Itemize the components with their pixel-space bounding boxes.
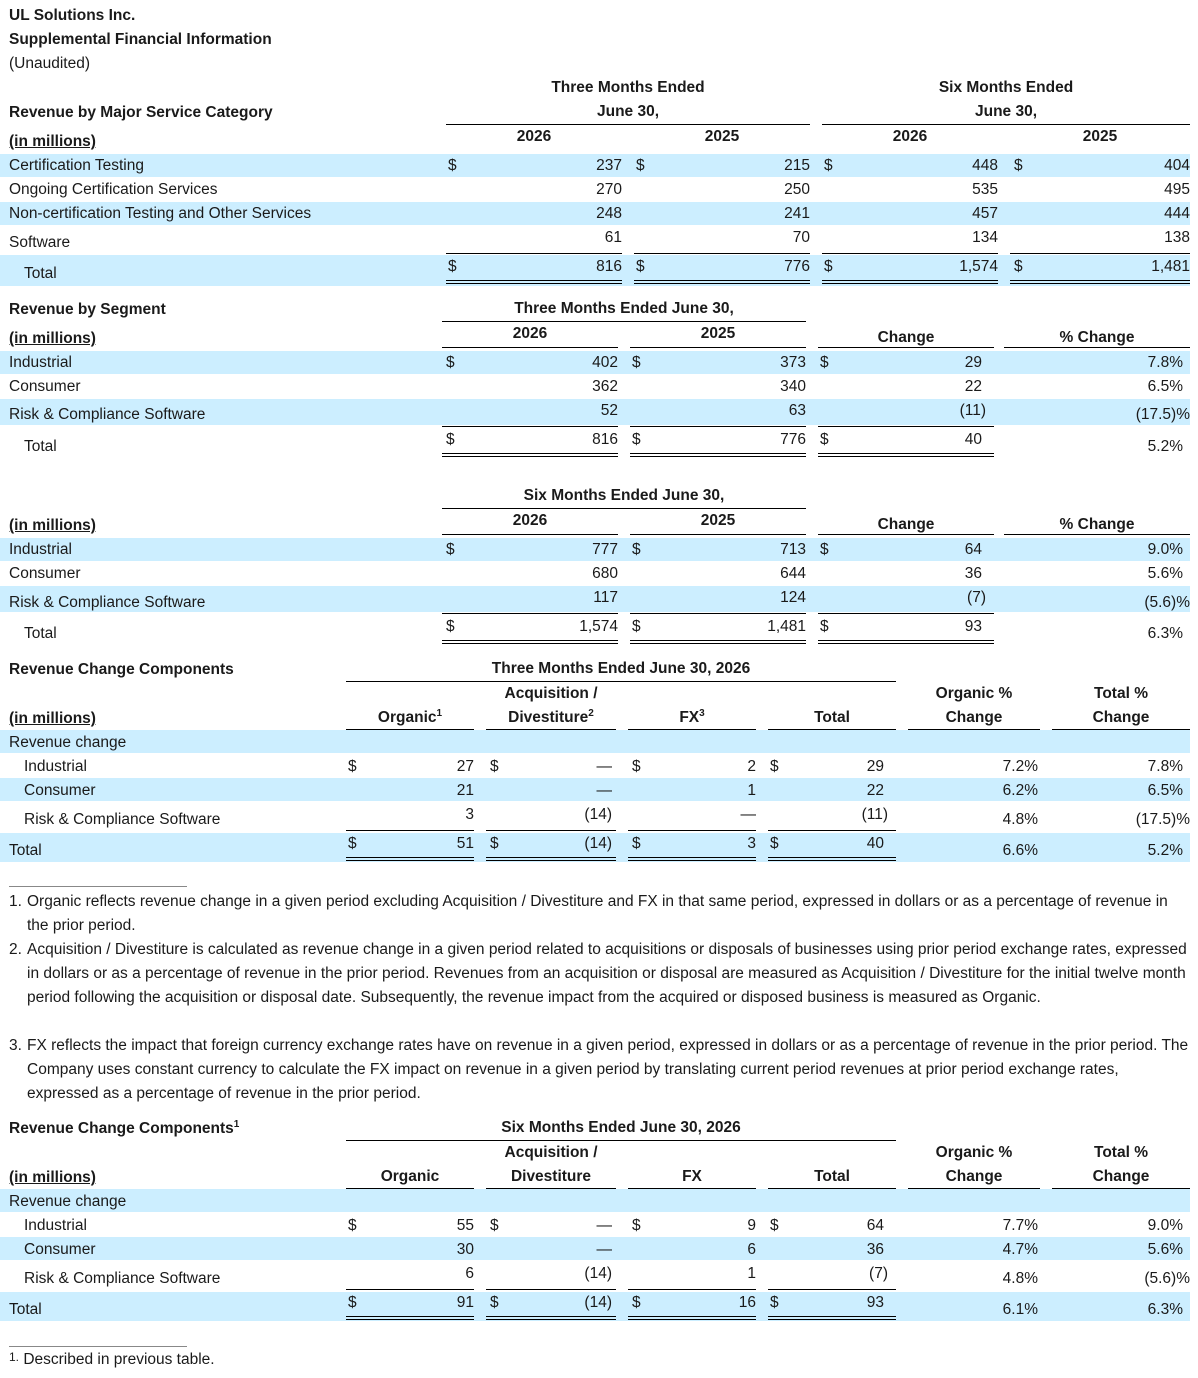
t4-cell: (11)	[861, 806, 888, 823]
unaudited-note: (Unaudited)	[9, 55, 90, 72]
t1-total-cell: 816	[596, 258, 622, 275]
t4-cell: 2	[747, 758, 756, 775]
currency-sign: $	[632, 541, 641, 558]
t2-total-label: Total	[24, 438, 57, 455]
t5-total-label: Total	[9, 1301, 42, 1318]
t1-cell: 61	[604, 229, 622, 246]
footnote-2	[9, 938, 1191, 1010]
t2-cell: 6.5%	[1147, 378, 1183, 395]
t1-cell: 237	[596, 157, 622, 174]
t5-total-header: Total	[814, 1168, 850, 1185]
t3-group-title: Six Months Ended June 30,	[523, 487, 725, 504]
t2-total-cell: 5.2%	[1147, 438, 1183, 455]
t2-total-cell: 816	[592, 431, 618, 448]
t1-units: (in millions)	[9, 133, 96, 150]
currency-sign: $	[448, 258, 457, 275]
t1-year-col2: 2025	[704, 128, 740, 145]
currency-sign: $	[348, 758, 357, 775]
currency-sign: $	[632, 618, 641, 635]
t1-group1-title: Three Months Ended	[551, 79, 705, 96]
footnote-number: 1.	[9, 893, 22, 910]
t3-cell: 644	[780, 565, 806, 582]
t4-cell: (14)	[584, 806, 612, 823]
t2-total-cell: 40	[964, 431, 982, 448]
t4-units: (in millions)	[9, 710, 96, 727]
currency-sign: $	[636, 258, 645, 275]
t5-total-cell: (14)	[584, 1294, 612, 1311]
t4-cell: 7.8%	[1147, 758, 1183, 775]
t3-row-label: Consumer	[9, 565, 81, 582]
t4-acq-header-line1: Acquisition /	[504, 685, 598, 702]
t1-row-label: Ongoing Certification Services	[9, 181, 218, 198]
currency-sign: $	[448, 157, 457, 174]
t3-cell: (5.6)%	[1144, 594, 1190, 611]
currency-sign: $	[824, 157, 833, 174]
t3-cell: 5.6%	[1147, 565, 1183, 582]
t1-total-cell: 776	[784, 258, 810, 275]
t2-total-cell: 776	[780, 431, 806, 448]
t5-total-cell: 16	[738, 1294, 756, 1311]
t5-cell: 7.7%	[1002, 1217, 1038, 1234]
t2-cell: 7.8%	[1147, 354, 1183, 371]
t5-total-cell: 91	[456, 1294, 474, 1311]
t1-group2-title: Six Months Ended	[938, 79, 1074, 96]
t5-total-cell: 6.3%	[1147, 1301, 1183, 1318]
currency-sign: $	[770, 1294, 779, 1311]
t4-cell: (17.5)%	[1135, 811, 1190, 828]
t5-section-label: Revenue change	[9, 1193, 127, 1210]
t4-total-header: Total	[814, 709, 850, 726]
t1-cell: 215	[784, 157, 810, 174]
currency-sign: $	[348, 1294, 357, 1311]
t5-org-pct-header-line1: Organic %	[935, 1144, 1013, 1161]
t1-cell: 448	[972, 157, 998, 174]
t3-cell: 64	[964, 541, 982, 558]
currency-sign: $	[446, 618, 455, 635]
document-title: Supplemental Financial Information	[9, 31, 272, 48]
t4-cell: 1	[747, 782, 756, 799]
t4-cell: 27	[456, 758, 474, 775]
t3-total-cell: 6.3%	[1147, 625, 1183, 642]
currency-sign: $	[770, 1217, 779, 1234]
t5-title	[9, 1119, 239, 1139]
t5-group-title: Six Months Ended June 30, 2026	[501, 1119, 741, 1136]
footnote-number: 2.	[9, 941, 22, 958]
currency-sign: $	[820, 431, 829, 448]
t4-total-cell: 6.6%	[1002, 842, 1038, 859]
footnote-text: Organic reflects revenue change in a given period excluding Acquisition / Divestiture and FX in that same period, expressed in dollars or as a percentage of revenue in the prior period.	[27, 893, 1168, 934]
t2-cell: 402	[592, 354, 618, 371]
t2-cell: 52	[600, 402, 618, 419]
t1-cell: 250	[784, 181, 810, 198]
t1-cell: 270	[596, 181, 622, 198]
t4-acq-header-line2	[486, 708, 616, 728]
t4-fx-sup: 3	[699, 708, 705, 719]
t4-cell: 29	[866, 758, 884, 775]
t5-cell: 6	[465, 1265, 474, 1282]
footnote-number: 1.	[9, 1350, 20, 1364]
currency-sign: $	[1014, 157, 1023, 174]
currency-sign: $	[632, 354, 641, 371]
t5-row-label: Industrial	[24, 1217, 87, 1234]
t4-cell: —	[596, 758, 612, 775]
t1-group2-date: June 30,	[974, 103, 1038, 120]
t3-cell: 713	[780, 541, 806, 558]
t2-cell: 340	[780, 378, 806, 395]
t3-cell: 124	[780, 589, 806, 606]
t2-row-label: Consumer	[9, 378, 81, 395]
t4-organic-header-text: Organic	[377, 709, 437, 726]
t1-cell: 404	[1164, 157, 1190, 174]
t3-total-cell: 1,574	[579, 618, 618, 635]
t3-cell: 680	[592, 565, 618, 582]
t3-row-label: Risk & Compliance Software	[9, 594, 206, 611]
t1-total-cell: 1,574	[959, 258, 998, 275]
currency-sign: $	[348, 1217, 357, 1234]
currency-sign: $	[446, 431, 455, 448]
t4-row-label: Industrial	[24, 758, 87, 775]
t4-total-cell: 51	[456, 835, 474, 852]
t2-cell: 362	[592, 378, 618, 395]
t4-group-title: Three Months Ended June 30, 2026	[491, 660, 751, 677]
t1-row-label: Certification Testing	[9, 157, 144, 174]
t5-cell: 4.8%	[1002, 1270, 1038, 1287]
currency-sign: $	[490, 1294, 499, 1311]
t4-cell: —	[740, 806, 756, 823]
currency-sign: $	[820, 541, 829, 558]
t5-total-cell: 6.1%	[1002, 1301, 1038, 1318]
t5-total-cell: 93	[866, 1294, 884, 1311]
currency-sign: $	[770, 758, 779, 775]
t4-tot-pct-header-line2: Change	[1092, 709, 1150, 726]
t2-pct-change-header: % Change	[1059, 329, 1135, 346]
t1-year-col3: 2026	[892, 128, 928, 145]
t3-pct-change-header: % Change	[1059, 516, 1135, 533]
t5-units: (in millions)	[9, 1169, 96, 1186]
t5-cell: 1	[747, 1265, 756, 1282]
t5-cell: 6	[747, 1241, 756, 1258]
t3-row-label: Industrial	[9, 541, 72, 558]
footnote-last	[9, 1350, 215, 1370]
t4-organic-sup: 1	[436, 708, 443, 719]
t5-cell: (14)	[584, 1265, 612, 1282]
t5-tot-pct-header-line2: Change	[1092, 1168, 1150, 1185]
t3-cell: 777	[592, 541, 618, 558]
company-name: UL Solutions Inc.	[9, 7, 136, 24]
t1-cell: 70	[792, 229, 810, 246]
t5-cell: (5.6)%	[1144, 1270, 1190, 1287]
currency-sign: $	[632, 431, 641, 448]
t1-year-col1: 2026	[516, 128, 552, 145]
currency-sign: $	[490, 758, 499, 775]
currency-sign: $	[348, 835, 357, 852]
t2-row-label: Industrial	[9, 354, 72, 371]
t4-org-pct-header-line1: Organic %	[935, 685, 1013, 702]
t3-change-header: Change	[877, 516, 935, 533]
t2-title: Revenue by Segment	[9, 301, 166, 318]
t3-cell: 9.0%	[1147, 541, 1183, 558]
t5-tot-pct-header-line1: Total %	[1094, 1144, 1148, 1161]
t4-organic-header	[346, 708, 474, 728]
currency-sign: $	[824, 258, 833, 275]
t4-total-cell: 5.2%	[1147, 842, 1183, 859]
t2-change-header: Change	[877, 329, 935, 346]
t3-cell: (7)	[967, 589, 986, 606]
t2-row-label: Risk & Compliance Software	[9, 406, 206, 423]
t4-total-cell: 3	[747, 835, 756, 852]
t2-year-col2: 2025	[700, 325, 736, 342]
t1-cell: 241	[784, 205, 810, 222]
t4-title: Revenue Change Components	[9, 661, 234, 678]
t4-fx-header-text: FX	[679, 709, 700, 726]
footnote-number: 3.	[9, 1037, 22, 1054]
t5-organic-header: Organic	[380, 1168, 440, 1185]
t5-cell: 9.0%	[1147, 1217, 1183, 1234]
t1-total-cell: 1,481	[1151, 258, 1190, 275]
currency-sign: $	[1014, 258, 1023, 275]
t5-row-label: Consumer	[24, 1241, 96, 1258]
t4-cell: 6.2%	[1002, 782, 1038, 799]
currency-sign: $	[632, 835, 641, 852]
t5-cell: 36	[866, 1241, 884, 1258]
t4-row-label: Consumer	[24, 782, 96, 799]
currency-sign: $	[446, 354, 455, 371]
t5-cell: —	[596, 1217, 612, 1234]
t3-total-label: Total	[24, 625, 57, 642]
t5-cell: —	[596, 1241, 612, 1258]
t1-total-label: Total	[24, 265, 57, 282]
t3-year-col2: 2025	[700, 512, 736, 529]
t2-cell: 63	[788, 402, 806, 419]
currency-sign: $	[632, 1217, 641, 1234]
t4-section-label: Revenue change	[9, 734, 127, 751]
currency-sign: $	[632, 1294, 641, 1311]
t5-title-sup: 1	[233, 1119, 240, 1130]
t2-cell: 22	[964, 378, 982, 395]
t1-group1-date: June 30,	[596, 103, 660, 120]
t5-cell: 30	[456, 1241, 474, 1258]
t2-group-title: Three Months Ended June 30,	[514, 300, 734, 317]
t4-total-cell: 40	[866, 835, 884, 852]
t5-org-pct-header-line2: Change	[945, 1168, 1003, 1185]
t4-cell: 7.2%	[1002, 758, 1038, 775]
t5-title-text: Revenue Change Components	[9, 1120, 234, 1137]
t1-title: Revenue by Major Service Category	[9, 104, 273, 121]
t5-cell: 5.6%	[1147, 1241, 1183, 1258]
t2-units: (in millions)	[9, 330, 96, 347]
t5-row-label: Risk & Compliance Software	[24, 1270, 221, 1287]
t2-cell: (11)	[959, 402, 986, 419]
t3-total-cell: 93	[964, 618, 982, 635]
t5-cell: 64	[866, 1217, 884, 1234]
t1-year-col4: 2025	[1082, 128, 1118, 145]
t4-cell: 21	[456, 782, 474, 799]
t2-year-col1: 2026	[512, 325, 548, 342]
t4-cell: 6.5%	[1147, 782, 1183, 799]
t5-acq-header-line1: Acquisition /	[504, 1144, 598, 1161]
t3-cell: 117	[593, 589, 618, 606]
t2-cell: 29	[964, 354, 982, 371]
t1-cell: 134	[972, 229, 998, 246]
t1-row-label: Software	[9, 234, 71, 251]
t1-cell: 248	[596, 205, 622, 222]
t1-cell: 457	[972, 205, 998, 222]
t4-total-label: Total	[9, 842, 42, 859]
t5-cell: 4.7%	[1002, 1241, 1038, 1258]
currency-sign: $	[636, 157, 645, 174]
currency-sign: $	[632, 758, 641, 775]
currency-sign: $	[490, 1217, 499, 1234]
t4-acq-header-text: Divestiture	[508, 709, 589, 726]
footnote-3	[9, 1034, 1191, 1106]
t1-cell: 138	[1164, 229, 1190, 246]
t4-row-label: Risk & Compliance Software	[24, 811, 221, 828]
t3-total-cell: 1,481	[767, 618, 806, 635]
t5-acq-header-line2: Divestiture	[510, 1168, 592, 1185]
t5-fx-header: FX	[682, 1168, 702, 1185]
currency-sign: $	[820, 354, 829, 371]
t4-org-pct-header-line2: Change	[945, 709, 1003, 726]
t5-cell: 55	[456, 1217, 474, 1234]
t5-cell: (7)	[869, 1265, 888, 1282]
t1-row-label: Non-certification Testing and Other Services	[9, 205, 312, 222]
t5-cell: 9	[747, 1217, 756, 1234]
t4-tot-pct-header-line1: Total %	[1094, 685, 1148, 702]
t4-fx-header	[628, 708, 756, 728]
t1-cell: 495	[1164, 181, 1190, 198]
currency-sign: $	[446, 541, 455, 558]
currency-sign: $	[770, 835, 779, 852]
t4-cell: 22	[866, 782, 884, 799]
t3-year-col1: 2026	[512, 512, 548, 529]
t4-cell: 3	[465, 806, 474, 823]
t2-cell: (17.5)%	[1135, 406, 1190, 423]
t4-cell: —	[596, 782, 612, 799]
t4-total-cell: (14)	[584, 835, 612, 852]
footnote-1	[9, 890, 1191, 938]
t4-acq-sup: 2	[588, 708, 594, 719]
footnote-text: Described in previous table.	[23, 1351, 215, 1368]
t1-cell: 444	[1164, 205, 1190, 222]
t3-units: (in millions)	[9, 517, 96, 534]
t3-cell: 36	[964, 565, 982, 582]
currency-sign: $	[820, 618, 829, 635]
t2-cell: 373	[780, 354, 806, 371]
t4-cell: 4.8%	[1002, 811, 1038, 828]
currency-sign: $	[490, 835, 499, 852]
footnote-text: FX reflects the impact that foreign currency exchange rates have on revenue in a given period, expressed in dollars or as a percentage of revenue in the prior period. The Company uses constant currency to calculate the FX impact on revenue in a given period by translating current period revenues at prior period exchange rates, expressed as a percentage of revenue in the prior period.	[27, 1037, 1189, 1102]
t1-cell: 535	[972, 181, 998, 198]
footnote-text: Acquisition / Divestiture is calculated as revenue change in a given period related to acquisitions or disposals of businesses using prior period exchange rates, expressed in dollars or as a percentage of revenue in the prior period. Revenues from an acquisition or disposal are measured as Acquisition / Divestiture for the initial twelve month period following the acquisition or disposal date. Subsequently, the revenue impact from the acquired or disposed business is measured as Organic.	[27, 941, 1187, 1006]
